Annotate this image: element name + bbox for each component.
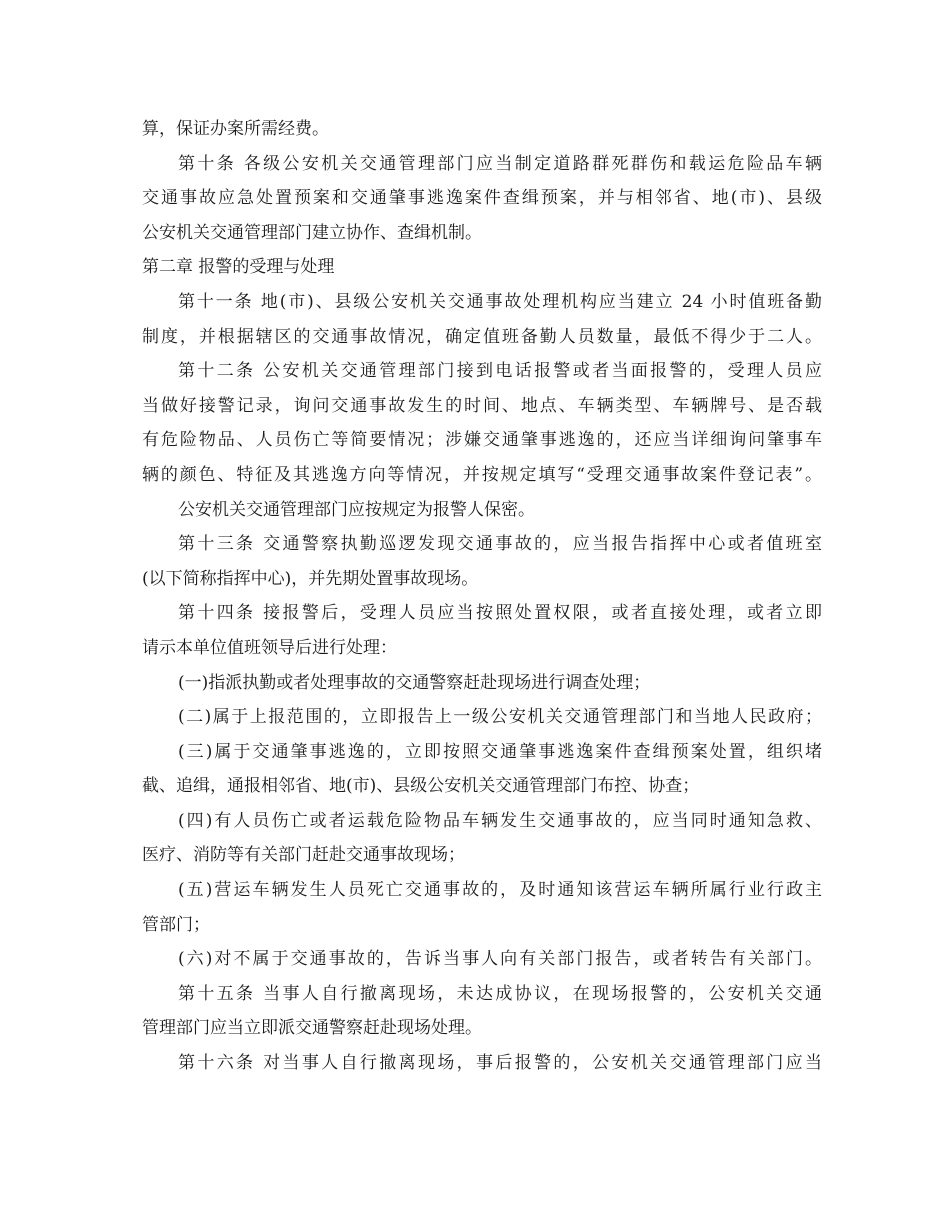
paragraph-line: 第十条 各级公安机关交通管理部门应当制定道路群死群伤和载运危险品车辆 [178, 153, 822, 174]
paragraph-line: (四)有人员伤亡或者运载危险物品车辆发生交通事故的，应当同时通知急救、 [178, 810, 822, 831]
paragraph-line: 公安机关交通管理部门建立协作、查缉机制。 [142, 222, 482, 243]
paragraph-line: 第二章 报警的受理与处理 [142, 257, 335, 278]
paragraph-line: 当做好接警记录，询问交通事故发生的时间、地点、车辆类型、车辆牌号、是否载 [142, 395, 822, 416]
paragraph-line: 交通事故应急处置预案和交通肇事逃逸案件查缉预案，并与相邻省、地(市)、县级 [142, 188, 822, 209]
paragraph-line: (二)属于上报范围的，立即报告上一级公安机关交通管理部门和当地人民政府； [178, 707, 822, 728]
paragraph-line: 辆的颜色、特征及其逃逸方向等情况，并按规定填写“受理交通事故案件登记表”。 [142, 464, 822, 485]
paragraph-line: 公安机关交通管理部门应按规定为报警人保密。 [178, 499, 535, 520]
paragraph-line: 有危险物品、人员伤亡等简要情况；涉嫌交通肇事逃逸的，还应当详细询问肇事车 [142, 430, 822, 451]
paragraph-line: 算，保证办案所需经费。 [142, 119, 329, 139]
paragraph-line: (五)营运车辆发生人员死亡交通事故的，及时通知该营运车辆所属行业行政主 [178, 880, 822, 901]
paragraph-line: 管理部门应当立即派交通警察赶赴现场处理。 [142, 1018, 482, 1039]
document-page [142, 112, 822, 1081]
paragraph-line: (以下简称指挥中心)，并先期处置事故现场。 [142, 568, 479, 589]
paragraph-line: 管部门； [142, 914, 210, 935]
paragraph-line: 制度，并根据辖区的交通事故情况，确定值班备勤人员数量，最低不得少于二人。 [142, 326, 822, 347]
paragraph-line: (一)指派执勤或者处理事故的交通警察赶赴现场进行调查处理； [178, 672, 651, 693]
paragraph-line: 第十一条 地(市)、县级公安机关交通事故处理机构应当建立 24 小时值班备勤 [178, 291, 822, 312]
paragraph-line: 医疗、消防等有关部门赶赴交通事故现场； [142, 845, 465, 866]
paragraph-line: 第十六条 对当事人自行撤离现场，事后报警的，公安机关交通管理部门应当 [178, 1053, 822, 1074]
paragraph-line: 第十二条 公安机关交通管理部门接到电话报警或者当面报警的，受理人员应 [178, 361, 822, 382]
paragraph-line: 第十三条 交通警察执勤巡逻发现交通事故的，应当报告指挥中心或者值班室 [178, 534, 822, 555]
paragraph-line: (六)对不属于交通事故的，告诉当事人向有关部门报告，或者转告有关部门。 [178, 949, 822, 970]
paragraph-line: 第十四条 接报警后，受理人员应当按照处置权限，或者直接处理，或者立即 [178, 603, 822, 624]
paragraph-line: 请示本单位值班领导后进行处理： [142, 637, 397, 658]
paragraph-line: (三)属于交通肇事逃逸的，立即按照交通肇事逃逸案件查缉预案处置，组织堵 [178, 741, 822, 762]
paragraph-line: 第十五条 当事人自行撤离现场，未达成协议，在现场报警的，公安机关交通 [178, 983, 822, 1004]
paragraph-line: 截、追缉，通报相邻省、地(市)、县级公安机关交通管理部门布控、协查； [142, 776, 700, 797]
